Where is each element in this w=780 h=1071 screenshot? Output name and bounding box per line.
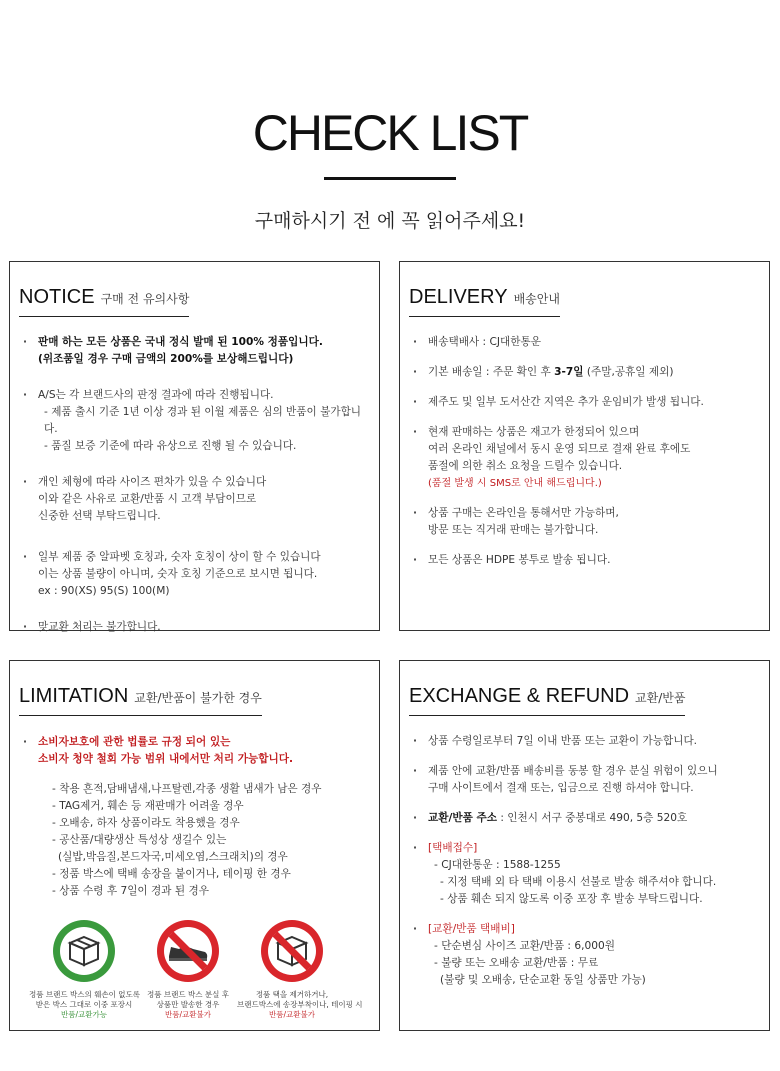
delivery-heading: [409, 286, 560, 317]
delivery-list: [410, 334, 763, 569]
title-divider: [324, 177, 456, 180]
page-title: CHECK LIST: [252, 105, 528, 161]
shoe-no-icon: [155, 918, 221, 984]
limitation-heading: [19, 685, 262, 716]
delivery-subtitle: 배송안내: [513, 292, 560, 306]
delivery-title: DELIVERY: [409, 286, 508, 308]
list-item: · [택배접수] - CJ대한통운 : 1588-1255 - 지정 택배 외 타 택배 이용시 선불로 발송 해주셔야 합니다. - 상품 훼손 되지 않도록 이중 포장 후 발송 부탁드립니다.: [410, 840, 763, 908]
list-item: · 소비자보호에 관한 법률로 규정 되어 있는 소비자 청약 철회 가능 범위 내에서만 처리 가능합니다.: [20, 734, 373, 768]
list-item: · 맞교환 처리는 불가합니다.: [20, 619, 373, 636]
notice-heading: [19, 286, 189, 317]
list-item: · 상품 수령일로부터 7일 이내 반품 또는 교환이 가능합니다.: [410, 733, 763, 750]
list-item: · 기본 배송일 : 주문 확인 후 3-7일 (주말,공휴일 제외): [410, 364, 763, 381]
notice-title: NOTICE: [19, 286, 95, 308]
limitation-title: LIMITATION: [19, 685, 129, 707]
list-item: · 개인 체형에 따라 사이즈 편차가 있을 수 있습니다 이와 같은 사유로 교환/반품 시 고객 부담이므로 신중한 선택 부탁드립니다.: [20, 474, 373, 525]
limitation-subtitle: 교환/반품이 불가한 경우: [134, 691, 262, 705]
notice-list: [20, 334, 373, 636]
list-item: · 교환/반품 주소 : 인천시 서구 중봉대로 490, 5층 520호: [410, 810, 763, 827]
list-item: · 일부 제품 중 알파벳 호칭과, 숫자 호칭이 상이 할 수 있습니다 이는 상품 불량이 아니며, 숫자 호칭 기준으로 보시면 됩니다. ex : 90(XS) 95(S) 100(M): [20, 549, 373, 600]
list-item: · A/S는 각 브랜드사의 판정 결과에 따라 진행됩니다. - 제품 출시 기준 1년 이상 경과 된 이월 제품은 심의 반품이 불가합니다. - 품질 보증 기준에 따라 유상으로 진행 될 수 있습니다.: [20, 387, 373, 455]
box-no-icon: [259, 918, 325, 984]
policy-icon-box-ok: [29, 918, 139, 1020]
icon-caption: 정품 브랜드 박스 분실 후 상품만 발송한 경우 반품/교환불가: [147, 990, 229, 1019]
list-item: · 모든 상품은 HDPE 봉투로 발송 됩니다.: [410, 552, 763, 569]
exchange-heading: [409, 685, 685, 716]
notice-section: [9, 261, 380, 631]
list-item: · 판매 하는 모든 상품은 국내 정식 발매 된 100% 정품입니다. (위조품일 경우 구매 금액의 200%를 보상해드립니다): [20, 334, 373, 368]
policy-icon-box-no: [237, 918, 363, 1020]
list-item: · 제품 안에 교환/반품 배송비를 동봉 할 경우 분실 위험이 있으니 구매 사이트에서 결재 또는, 입금으로 진행 하셔야 합니다.: [410, 763, 763, 797]
return-policy-icons: [29, 918, 363, 1028]
delivery-section: [399, 261, 770, 631]
policy-icon-shoe-no: [133, 918, 243, 1020]
list-item: - 착용 흔적,담배냄새,나프탈렌,각종 생활 냄새가 남은 경우 - TAG제거, 훼손 등 재판매가 어려울 경우 - 오배송, 하자 상품이라도 착용했을 경우 - 공산품/대량생산 특성상 생길수 있는 (실밥,박음질,본드자국,미세오염,스크래치)의 경우 - 정품 박스에 택배 송장을 붙이거나, 테이핑 한 경우 - 상품 수령 후 7일이 경과 된 경우: [52, 783, 322, 897]
exchange-list: [410, 733, 763, 989]
list-item: · 상품 구매는 온라인을 통해서만 가능하며, 방문 또는 직거래 판매는 불가합니다.: [410, 505, 763, 539]
list-item: · 제주도 및 일부 도서산간 지역은 추가 운임비가 발생 됩니다.: [410, 394, 763, 411]
list-item: · 현재 판매하는 상품은 재고가 한정되어 있으며 여러 온라인 채널에서 동시 운영 되므로 결재 완료 후에도 품절에 의한 취소 요청을 드릴수 있습니다. (품절 발생 시 SMS로 안내 해드립니다.): [410, 424, 763, 492]
list-item: · 배송택배사 : CJ대한통운: [410, 334, 763, 351]
exchange-section: [399, 660, 770, 1031]
notice-subtitle: 구매 전 유의사항: [100, 292, 190, 306]
icon-caption: 정품 택을 제거하거나, 브랜드박스에 송장부착이나, 테이핑 시 반품/교환불가: [237, 990, 363, 1019]
page-subtitle: 구매하시기 전 에 꼭 읽어주세요!: [254, 210, 526, 232]
icon-caption: 정품 브랜드 박스의 훼손이 없도록 받은 박스 그대로 이중 포장시 반품/교환가능: [29, 990, 140, 1019]
exchange-title: EXCHANGE & REFUND: [409, 685, 630, 707]
exchange-subtitle: 교환/반품: [635, 691, 686, 705]
limitation-list: [20, 734, 373, 900]
list-item: · [교환/반품 택배비] - 단순변심 사이즈 교환/반품 : 6,000원 - 불량 또는 오배송 교환/반품 : 무료 (불량 및 오배송, 단순교환 동일 상품만 가능): [410, 921, 763, 989]
box-ok-icon: [51, 918, 117, 984]
